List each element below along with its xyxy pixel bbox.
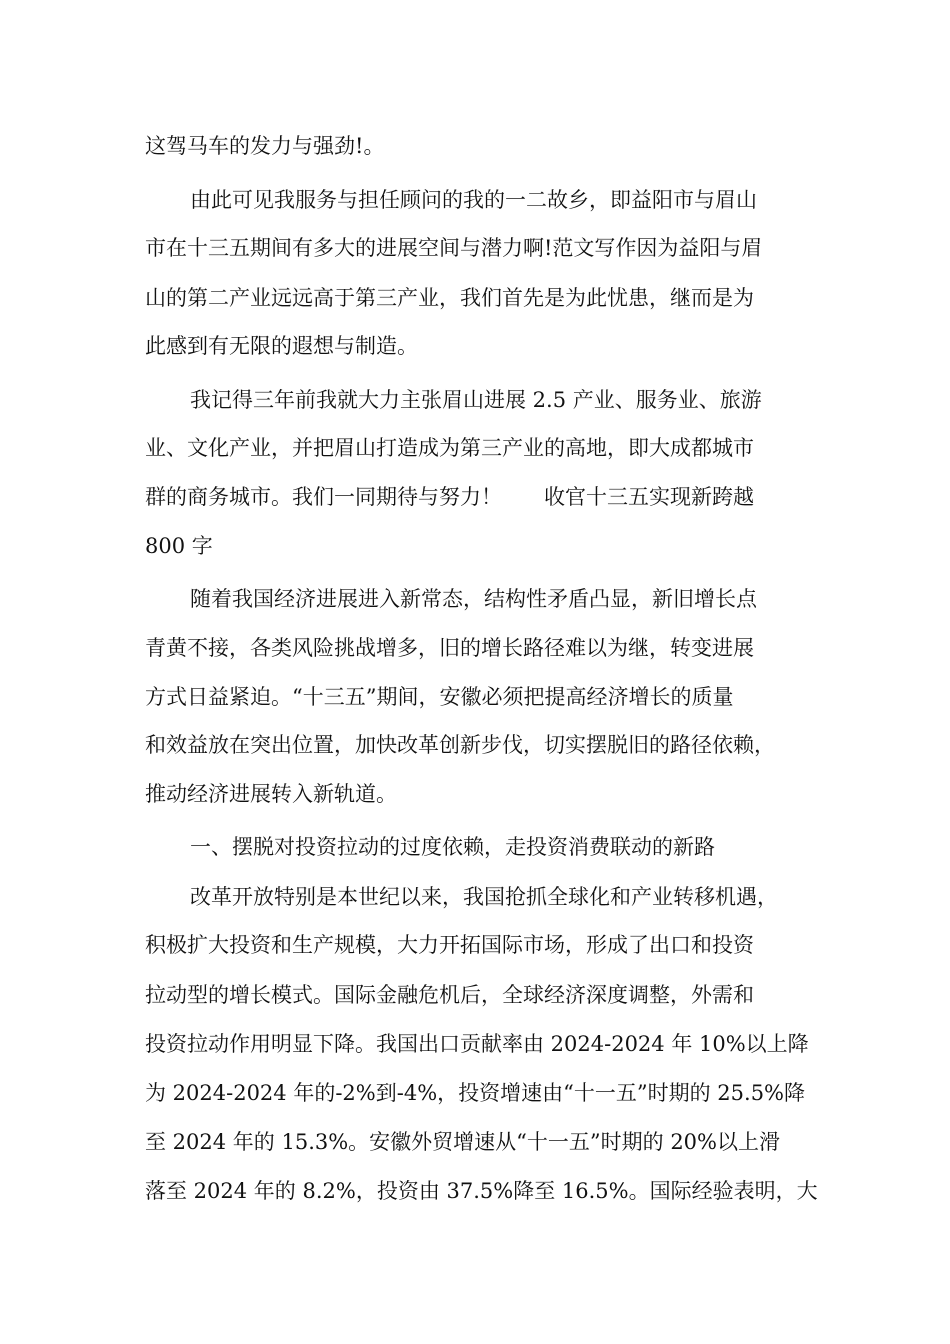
text-line: 投资拉动作用明显下降。我国出口贡献率由 2024-2024 年 10%以上降 bbox=[145, 1032, 809, 1056]
text-line: 积极扩大投资和生产规模，大力开拓国际市场，形成了出口和投资 bbox=[145, 933, 754, 957]
text-line: 这驾马车的发力与强劲!。 bbox=[145, 134, 385, 158]
text-line: 业、文化产业，并把眉山打造成为第三产业的高地，即大成都城市 bbox=[145, 436, 754, 460]
paragraph-start-line: 我记得三年前我就大力主张眉山进展 2.5 产业、服务业、旅游 bbox=[190, 388, 762, 412]
text-line: 为 2024-2024 年的-2%到-4%，投资增速由“十一五”时期的 25.5%降 bbox=[145, 1081, 806, 1105]
section-heading: 一、摆脱对投资拉动的过度依赖，走投资消费联动的新路 bbox=[190, 835, 715, 859]
text-line: 推动经济进展转入新轨道。 bbox=[145, 782, 397, 806]
text-line: 800 字 bbox=[145, 534, 213, 558]
paragraph-start-line: 由此可见我服务与担任顾问的我的一二故乡，即益阳市与眉山 bbox=[190, 188, 757, 212]
text-line: 群的商务城市。我们一同期待与努力！ 收官十三五实现新跨越 bbox=[145, 485, 754, 509]
text-line: 方式日益紧迫。“十三五”期间，安徽必须把提高经济增长的质量 bbox=[145, 685, 734, 709]
text-line: 至 2024 年的 15.3%。安徽外贸增速从“十一五”时期的 20%以上滑 bbox=[145, 1130, 781, 1154]
paragraph-start-line: 随着我国经济进展进入新常态，结构性矛盾凸显，新旧增长点 bbox=[190, 587, 757, 611]
text-line: 落至 2024 年的 8.2%，投资由 37.5%降至 16.5%。国际经验表明，大 bbox=[145, 1179, 818, 1203]
paragraph-start-line: 改革开放特别是本世纪以来，我国抢抓全球化和产业转移机遇， bbox=[190, 885, 778, 909]
text-line: 山的第二产业远远高于第三产业，我们首先是为此忧患，继而是为 bbox=[145, 286, 754, 310]
text-line: 此感到有无限的遐想与制造。 bbox=[145, 334, 418, 358]
text-line: 市在十三五期间有多大的进展空间与潜力啊!范文写作因为益阳与眉 bbox=[145, 236, 763, 260]
text-line: 青黄不接，各类风险挑战增多，旧的增长路径难以为继，转变进展 bbox=[145, 636, 754, 660]
text-line: 拉动型的增长模式。国际金融危机后，全球经济深度调整，外需和 bbox=[145, 983, 754, 1007]
text-line: 和效益放在突出位置，加快改革创新步伐，切实摆脱旧的路径依赖， bbox=[145, 733, 775, 757]
